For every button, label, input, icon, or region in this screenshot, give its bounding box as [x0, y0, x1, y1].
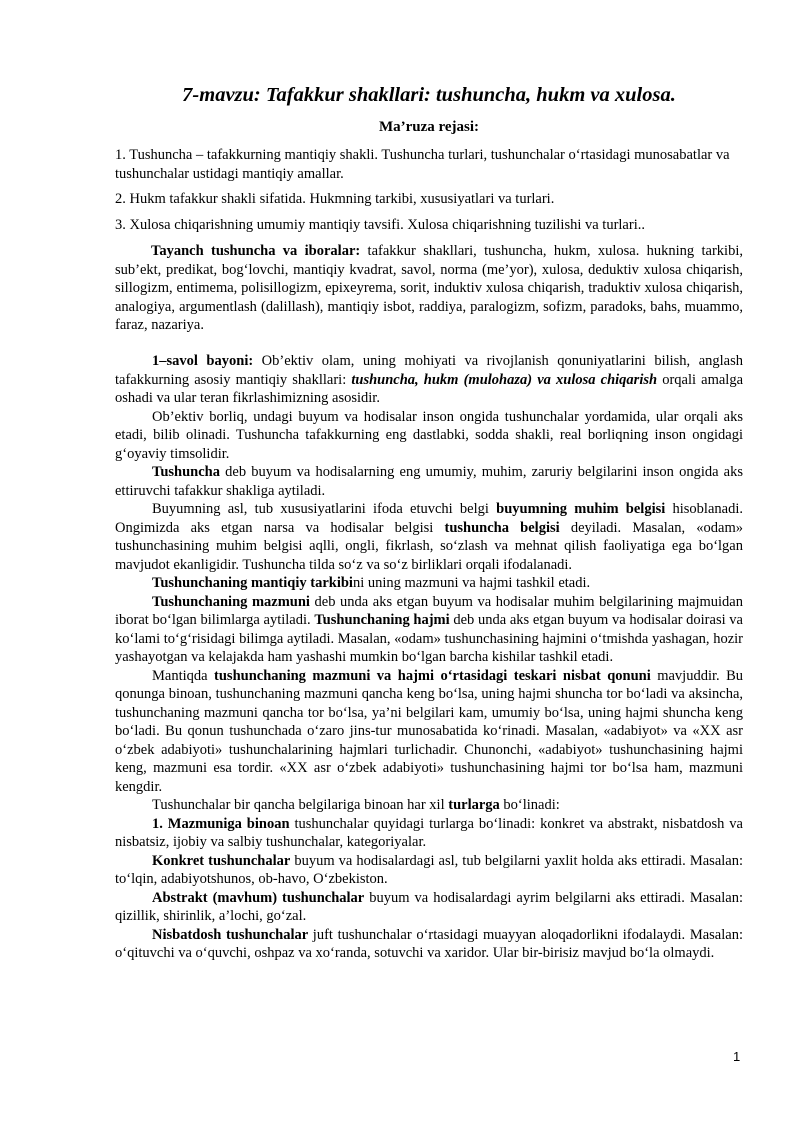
plan-item-1: 1. Tushuncha – tafakkurning mantiqiy shakli. Tushuncha turlari, tushunchalar o‘rtasidagi munosabatlar va tushunchalar ustidagi mantiqiy amallar. — [115, 147, 730, 182]
body-text — [115, 352, 743, 963]
text-run: buyum va hodisalardagi ayrim belgilarni aks ettiradi. Masalan: qizillik, shirinlik, a’lochi, go‘zal. — [115, 889, 743, 924]
keywords-text: tafakkur shakllari, tushuncha, hukm, xulosa. hukning tarkibi, sub’ekt, predikat, bog‘lovchi, mantiqiy kvadrat, savol, norma (me’yor), xulosa, deduktiv xulosa chiqarish, sillogizm, entimema, polisillogizm, epixeyrema, sorit, induktiv xulosa chiqarish, traduktiv xulosa chiqarish, analogiya, argumentlash (dalillash), mantiqiy isbot, raddiya, paralogizm, sofizm, paradoks, bahs, muammo, faraz, nazariya. — [115, 243, 743, 333]
paragraph-9 — [115, 815, 743, 852]
term-text: turlarga — [448, 797, 500, 813]
text-run: Ob’ektiv olam, uning mohiyati va rivojlanish qonuniyatlarini bilish, anglash tafakkurning asosiy mantiqiy shakllari: — [115, 353, 743, 388]
text-run: hisoblanadi. Ongimizda aks etgan narsa va hodisalar belgisi — [115, 501, 743, 536]
text-run: orqali amalga oshadi va ular teran fikrlashimizning asosidir. — [115, 371, 744, 406]
text-run: deb buyum va hodisalarning eng umumiy, muhim, zaruriy belgilarini inson ongida aks ettiruvchi tafakkur shakliga aytiladi. — [115, 464, 743, 499]
paragraph-7 — [115, 667, 743, 797]
term-text: Tushuncha — [152, 464, 220, 480]
term-text: Tushunchaning mazmuni — [152, 593, 310, 610]
question-1-label: 1–savol bayoni: — [152, 353, 254, 369]
text-run: Mantiqda — [152, 667, 215, 684]
paragraph-11 — [115, 889, 743, 926]
term-text: Tushunchaning hajmi — [314, 612, 450, 628]
plan-item-2: 2. Hukm tafakkur shakli sifatida. Hukmning tarkibi, xususiyatlari va turlari. — [115, 191, 555, 207]
term-text: Konkret tushunchalar — [152, 852, 291, 869]
lecture-plan-heading: Ma’ruza rejasi: — [378, 119, 480, 135]
keywords-paragraph — [115, 242, 743, 335]
paragraph-6 — [115, 593, 743, 667]
paragraph-2: Ob’ektiv borliq, undagi buyum va hodisalar inson ongida tushunchalar yordamida, ular orqali aks etadi, bilib olinadi. Tushuncha tafakkurning eng dastlabki, sodda shakli, real borliqning inson ongidagi g‘oyaviy timsolidir. — [115, 408, 743, 462]
text-run: Tushunchalar bir qancha belgilariga binoan har xil — [152, 797, 449, 813]
paragraph-4 — [115, 500, 743, 574]
paragraph-12 — [115, 926, 743, 963]
paragraph-question-1 — [115, 352, 743, 408]
term-text: Abstrakt (mavhum) tushunchalar — [152, 889, 365, 906]
text-run: bo‘linadi: — [499, 797, 560, 813]
text-run: buyum va hodisalardagi asl, tub belgilarni yaxlit holda aks ettiradi. Masalan: to‘lqin, adabiyotshunos, ob-havo, O‘zbekiston. — [115, 852, 743, 887]
paragraph-definition — [115, 463, 743, 500]
text-run: deb unda aks etgan buyum va hodisalar doirasi va ko‘lami to‘g‘risidagi bilimga aytiladi. Masalan, «odam» tushunchasining hajmini o‘tmishda yashagan, hozir yashayotgan va kelajakda ham yashashi mumkin bo‘lgan barcha kishilar tashkil etadi. — [115, 612, 743, 665]
text-run: deb unda aks etgan buyum va hodisalar muhim belgilarining majmuidan iborat bo‘lgan bilimlarga aytiladi. — [115, 593, 743, 628]
term-text: Nisbatdosh tushunchalar — [152, 926, 309, 943]
text-run: deyiladi. Masalan, «odam» tushunchasining muhim belgisi aqlli, ongli, fikrlash, so‘zlash va mehnat qilish faoliyatiga ega bo‘lgan mavjudot ekanligidir. Tushuncha tilda so‘z va so‘z birliklari orqali ifodalanadi. — [115, 519, 743, 573]
page-number: 1 — [733, 1049, 741, 1064]
term-text: tushunchaning mazmuni va hajmi o‘rtasidagi teskari nisbat qonuni — [214, 667, 651, 684]
term-text: buyumning muhim belgisi — [496, 501, 666, 517]
paragraph-8 — [115, 796, 743, 815]
page-title: 7-mavzu: Tafakkur shakllari: tushuncha, hukm va xulosa. — [182, 84, 676, 106]
term-text: Tushunchaning mantiqiy tarkibi — [152, 575, 353, 591]
text-run: Buyumning asl, tub xususiyatlarini ifoda etuvchi belgi — [152, 501, 497, 517]
plan-item-3: 3. Xulosa chiqarishning umumiy mantiqiy tavsifi. Xulosa chiqarishning tuzilishi va turlari.. — [115, 217, 645, 233]
term-text: 1. Mazmuniga binoan — [152, 815, 290, 832]
emphasis-text: tushuncha, hukm (mulohaza) va xulosa chiqarish — [351, 371, 658, 388]
term-text: tushuncha belgisi — [444, 519, 560, 536]
text-run: tushunchalar quyidagi turlarga bo‘linadi: konkret va abstrakt, nisbatdosh va nisbatsiz, ijobiy va salbiy tushunchalar, kategoriyalar. — [115, 815, 743, 850]
text-run: mavjuddir. Bu qonunga binoan, tushunchaning mazmuni qancha keng bo‘lsa, uning hajmi shuncha tor bo‘ladi va aksincha, tushunchaning mazmuni qancha tor bo‘lsa, ya’ni belgilari kam, umumiy bo‘lsa, uning hajmi shuncha keng bo‘ladi. Bu qonun tushunchada o‘zaro jins-tur munosabatida ko‘rinadi. Masalan, «adabiyot» va «XX asr o‘zbek adabiyoti» tushunchalarining hajmlari turlichadir. Chunonchi, «adabiyot» tushunchasining hajmi keng, mazmuni esa tordir. «XX asr o‘zbek adabiyoti» tushunchasining hajmi tor bo‘lsa ham, mazmuni kengdir. — [115, 667, 744, 795]
keywords-label: Tayanch tushuncha va iboralar: — [151, 243, 361, 259]
paragraph-10 — [115, 852, 743, 889]
paragraph-5 — [115, 574, 743, 593]
text-run: juft tushunchalar o‘rtasidagi muayyan aloqadorlikni ifodalaydi. Masalan: o‘qituvchi va o‘quvchi, oshpaz va xo‘randa, sotuvchi va xaridor. Ular bir-birisiz mavjud bo‘la olmaydi. — [115, 926, 743, 961]
text-run: ni uning mazmuni va hajmi tashkil etadi. — [352, 575, 591, 591]
